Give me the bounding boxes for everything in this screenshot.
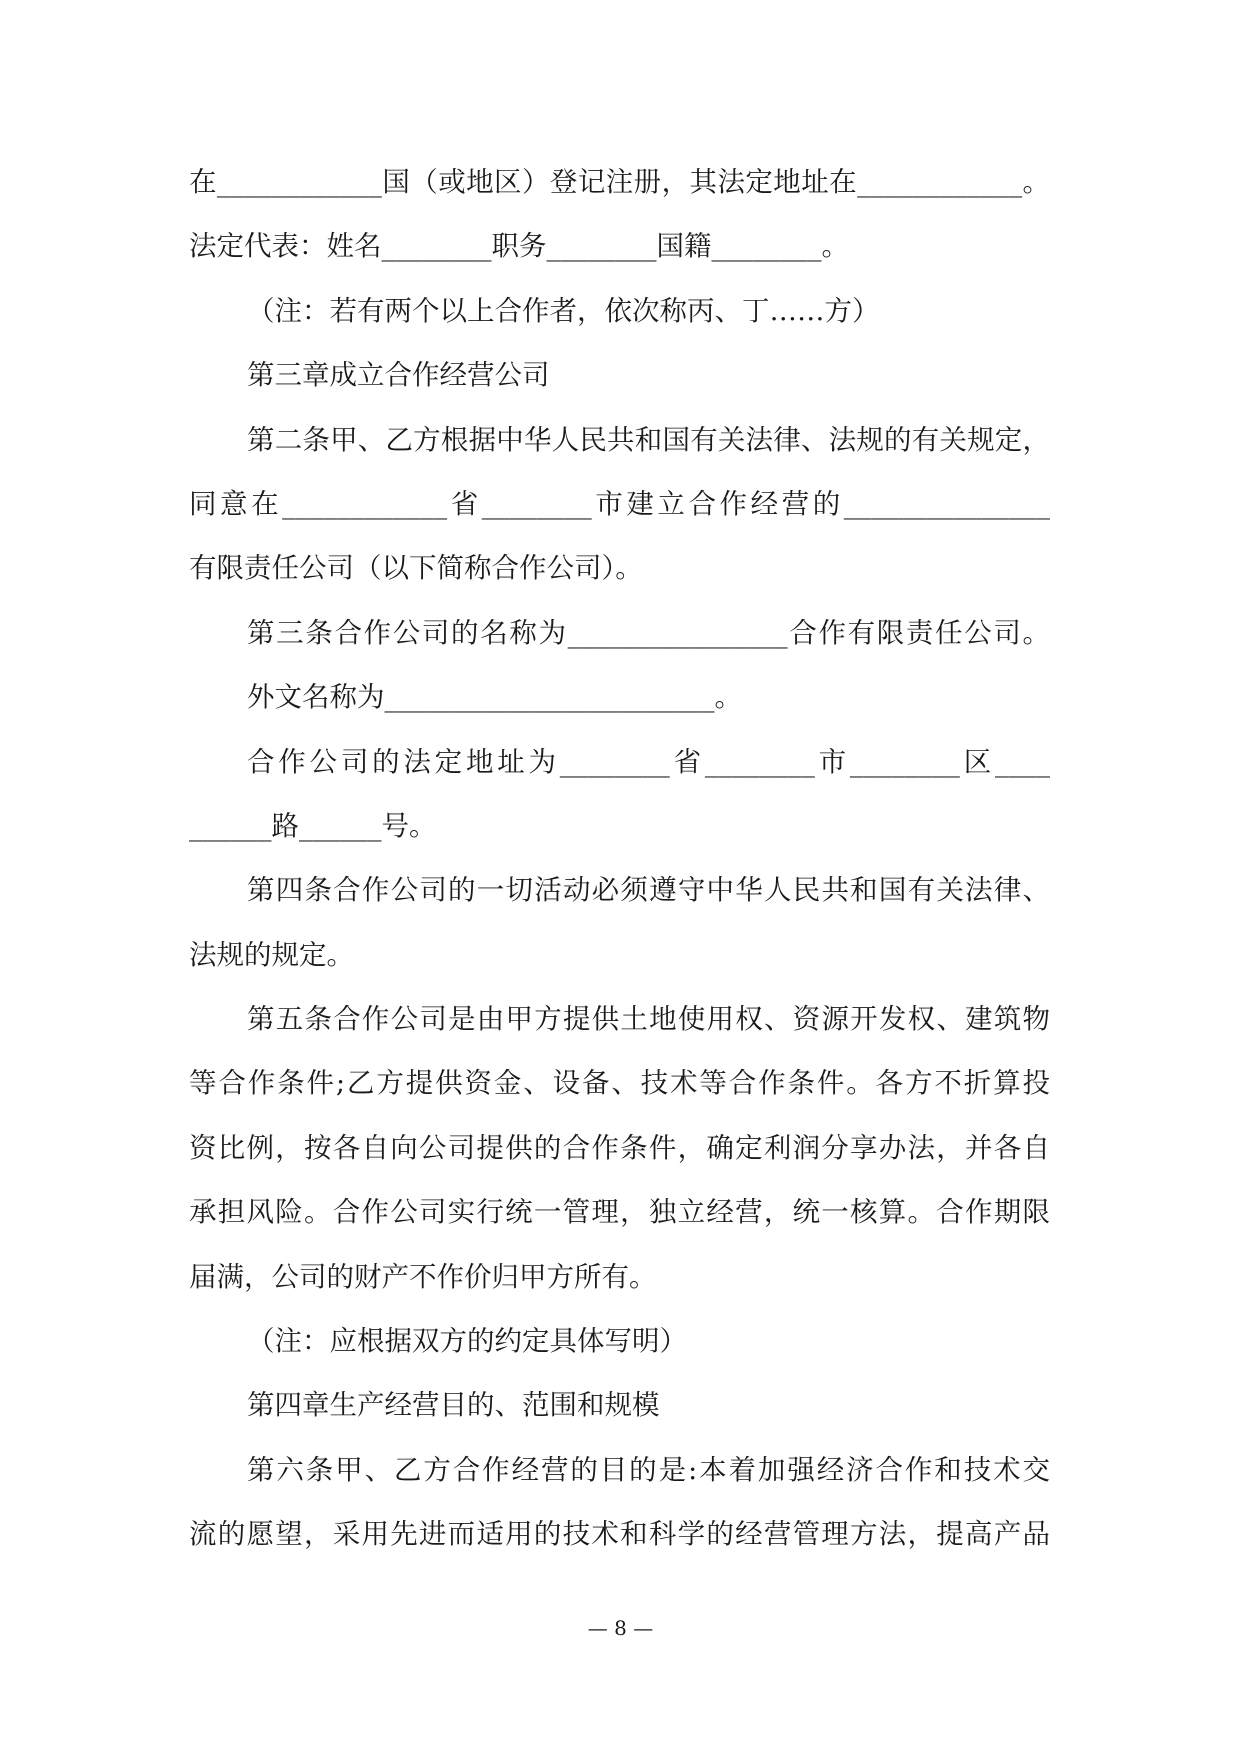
paragraph-line: ______路______号。	[189, 809, 437, 842]
article-line: 第二条甲、乙方根据中华人民共和国有关法律、法规的有关规定，	[247, 423, 1050, 456]
paragraph-line: 届满，公司的财产不作价归甲方所有。	[189, 1260, 657, 1293]
note-line: （注：应根据双方的约定具体写明）	[247, 1325, 687, 1358]
paragraph-line: 有限责任公司（以下简称合作公司）。	[189, 552, 643, 585]
article-line: 第四条合作公司的一切活动必须遵守中华人民共和国有关法律、	[247, 874, 1050, 907]
chapter-heading: 第三章成立合作经营公司	[247, 359, 550, 392]
document-body	[189, 150, 1050, 1567]
article-line: 第五条合作公司是由甲方提供土地使用权、资源开发权、建筑物	[247, 1003, 1050, 1036]
paragraph-line: 同意在____________省________市建立合作经营的_______________	[189, 487, 1050, 520]
paragraph-line: 外文名称为________________________。	[247, 681, 742, 714]
paragraph-line: 资比例，按各自向公司提供的合作条件，确定利润分享办法，并各自	[189, 1131, 1050, 1164]
paragraph-line: 法定代表：姓名________职务________国籍________。	[189, 230, 849, 263]
chapter-heading: 第四章生产经营目的、范围和规模	[247, 1389, 660, 1422]
paragraph-line: 流的愿望，采用先进而适用的技术和科学的经营管理方法，提高产品	[189, 1518, 1050, 1551]
paragraph-line: 法规的规定。	[189, 938, 354, 971]
paragraph-line: 合作公司的法定地址为________省________市________区____	[247, 745, 1050, 778]
paragraph-line: 承担风险。合作公司实行统一管理，独立经营，统一核算。合作期限	[189, 1196, 1050, 1229]
paragraph-line: 在____________国（或地区）登记注册，其法定地址在____________。	[189, 166, 1050, 198]
note-line: （注：若有两个以上合作者，依次称丙、丁……方）	[247, 294, 880, 327]
page-number: — 8 —	[587, 1616, 654, 1640]
article-line: 第三条合作公司的名称为________________合作有限责任公司。	[247, 616, 1050, 649]
paragraph-line: 等合作条件;乙方提供资金、设备、技术等合作条件。各方不折算投	[189, 1067, 1050, 1100]
article-line: 第六条甲、乙方合作经营的目的是:本着加强经济合作和技术交	[247, 1453, 1050, 1486]
